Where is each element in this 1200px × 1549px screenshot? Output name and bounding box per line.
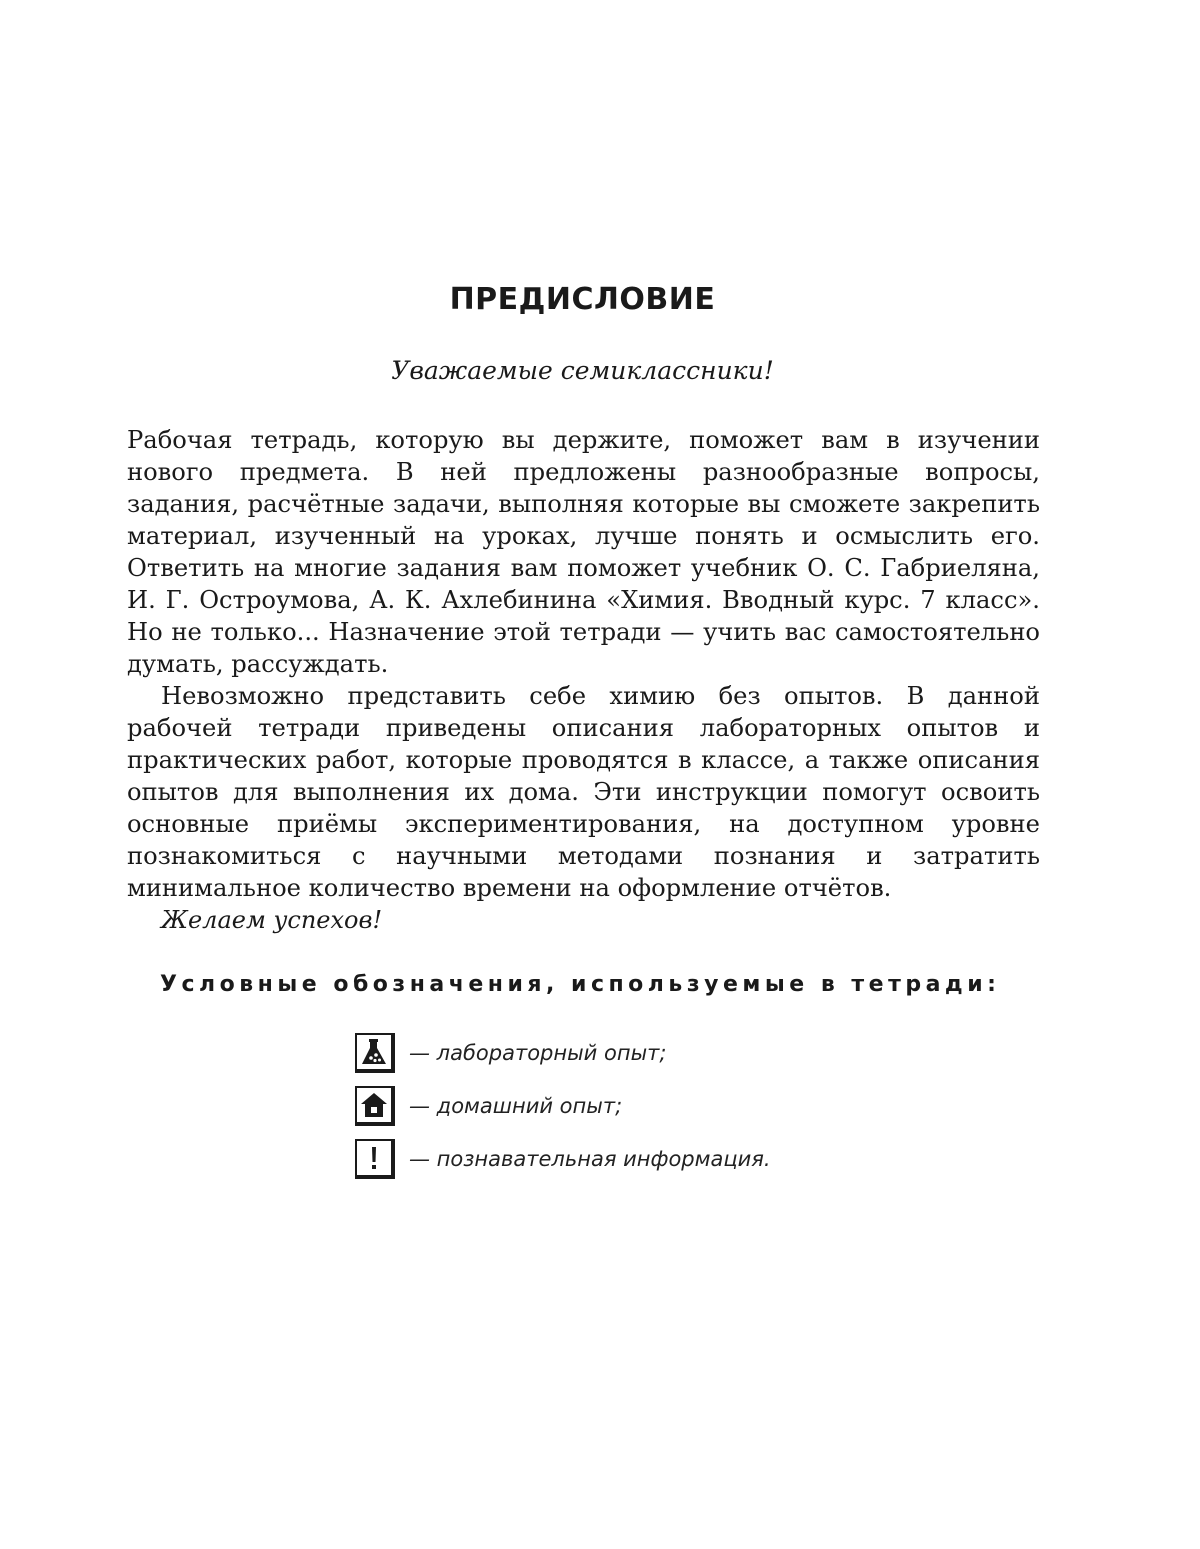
legend-item-lab (355, 1031, 771, 1075)
paragraph-1: Рабочая тетрадь, которую вы держите, поможет вам в изучении нового предмета. В ней предложены разнообразные вопросы, задания, расчётные задачи, выполняя которые вы сможете закрепить материал, изученный на уроках, лучше понять и осмыслить его. Ответить на многие задания вам поможет учебник О. С. Габриеляна, И. Г. Остроумова, А. К. Ахлебинина «Химия. Вводный курс. 7 класс». Но не только... Назначение этой тетради — учить вас самостоятельно думать, рассуждать. (127, 426, 1040, 678)
body-text (127, 424, 1040, 904)
closing-wish: Желаем успехов! (161, 906, 383, 934)
legend-item-info (355, 1137, 771, 1181)
legend-label-lab: — лабораторный опыт; (409, 1041, 667, 1065)
legend-item-home (355, 1084, 771, 1128)
greeting: Уважаемые семиклассники! (391, 356, 774, 385)
page-title: ПРЕДИСЛОВИЕ (449, 282, 716, 317)
legend-label-info: — познавательная информация. (409, 1147, 771, 1171)
exclamation-icon (355, 1139, 395, 1179)
paragraph-2: Невозможно представить себе химию без опытов. В данной рабочей тетради приведены описания лабораторных опытов и практических работ, которые проводятся в классе, а также описания опытов для выполнения их дома. Эти инструкции помогут освоить основные приёмы экспериментирования, на доступном уровне познакомиться с научными методами познания и затратить минимальное количество времени на оформление отчётов. (127, 682, 1040, 902)
legend-heading: Условные обозначения, используемые в тетради: (160, 972, 1001, 997)
house-icon (355, 1086, 395, 1126)
flask-icon (355, 1033, 395, 1073)
legend-label-home: — домашний опыт; (409, 1094, 623, 1118)
legend (355, 1031, 771, 1190)
